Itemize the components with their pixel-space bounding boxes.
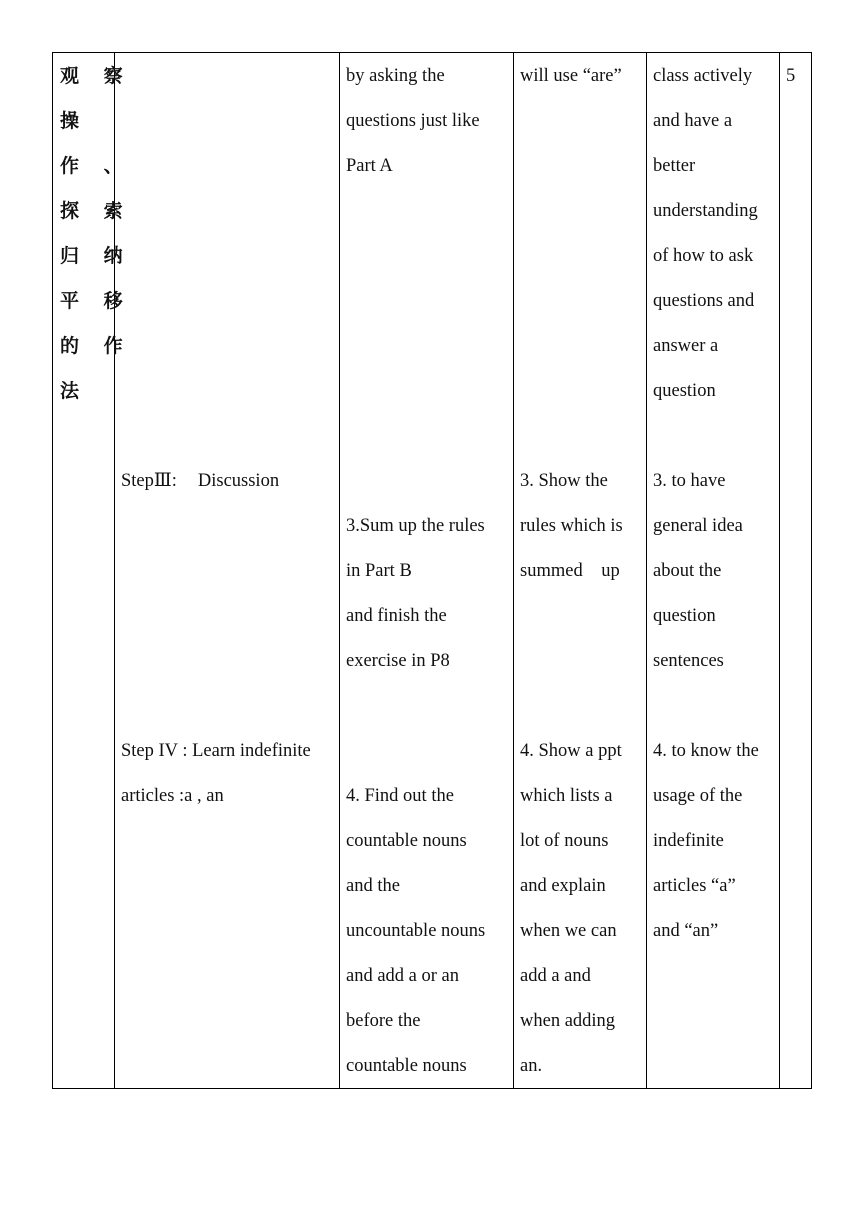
column-divider — [646, 53, 647, 1088]
heading-line: 操 — [60, 110, 89, 132]
teacher-line: and explain — [520, 876, 606, 896]
purpose-line: about the — [653, 561, 722, 581]
purpose-line: answer a — [653, 336, 719, 356]
step3-heading — [121, 459, 279, 504]
teacher-line: 3. Show the — [520, 471, 608, 491]
step4-line: Step IV : Learn indefinite — [121, 741, 311, 761]
purpose-line: indefinite — [653, 831, 724, 851]
purpose-line: question — [653, 381, 716, 401]
purpose-line: better — [653, 156, 696, 176]
teacher-line: lot of nouns — [520, 831, 609, 851]
purpose-line: understanding — [653, 201, 758, 221]
activity-line: countable nouns — [346, 831, 467, 851]
activity-line: countable nouns — [346, 1056, 467, 1076]
activity-line: and finish the — [346, 606, 447, 626]
heading-line: 探 索 — [60, 200, 132, 222]
teacher-line: when we can — [520, 921, 617, 941]
purpose-line: of how to ask — [653, 246, 754, 266]
activity-line: and the — [346, 876, 400, 896]
teacher-line: will use “are” — [520, 66, 622, 86]
column-divider — [339, 53, 340, 1088]
purpose-line: 4. to know the — [653, 741, 759, 761]
activity-line: and add a or an — [346, 966, 460, 986]
purpose-line: and have a — [653, 111, 733, 131]
purpose-line: and “an” — [653, 921, 719, 941]
activity-line: in Part B — [346, 561, 412, 581]
purpose-line: question — [653, 606, 716, 626]
teacher-line: add a and — [520, 966, 591, 986]
heading-line: 的 作 — [60, 335, 132, 357]
step3-label: StepⅢ: — [121, 471, 177, 491]
column-divider — [513, 53, 514, 1088]
activity-line: exercise in P8 — [346, 651, 450, 671]
teacher-line: summed up — [520, 561, 620, 581]
activity-line: uncountable nouns — [346, 921, 486, 941]
activity-line: questions just like — [346, 111, 480, 131]
teacher-line: an. — [520, 1056, 543, 1076]
purpose-line: class actively — [653, 66, 753, 86]
purpose-line: usage of the — [653, 786, 743, 806]
purpose-line: articles “a” — [653, 876, 736, 896]
activity-line: by asking the — [346, 66, 445, 86]
time-value: 5 — [786, 66, 796, 86]
heading-line: 平 移 — [60, 290, 132, 312]
purpose-line: sentences — [653, 651, 724, 671]
activity-line: 3.Sum up the rules — [346, 516, 485, 536]
teacher-line: which lists a — [520, 786, 613, 806]
activity-line: before the — [346, 1011, 421, 1031]
purpose-line: general idea — [653, 516, 743, 536]
activity-line: Part A — [346, 156, 393, 176]
purpose-line: questions and — [653, 291, 755, 311]
teacher-line: rules which is — [520, 516, 623, 536]
heading-line: 法 — [60, 380, 89, 402]
column-divider — [779, 53, 780, 1088]
heading-line: 观 察 — [60, 65, 132, 87]
step3-text: Discussion — [197, 471, 280, 491]
purpose-line: 3. to have — [653, 471, 726, 491]
teacher-line: when adding — [520, 1011, 616, 1031]
activity-line: 4. Find out the — [346, 786, 454, 806]
step4-line: articles :a , an — [121, 786, 224, 806]
heading-line: 归 纳 — [60, 245, 132, 267]
teacher-line: 4. Show a ppt — [520, 741, 622, 761]
heading-line: 作 、 — [60, 155, 132, 177]
